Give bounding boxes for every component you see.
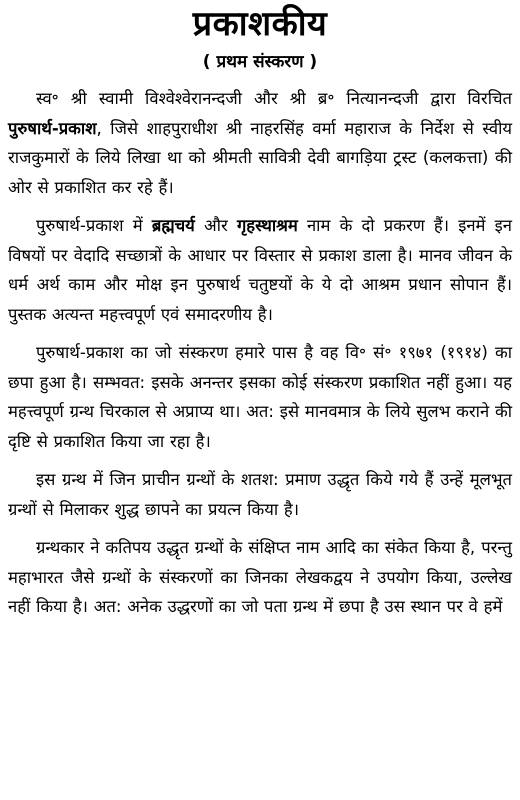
paragraph-2-text-and: और [194,216,237,235]
page-title: प्रकाशकीय [192,4,328,44]
paragraph-1 [8,84,512,202]
paragraph-4-text: इस ग्रन्थ में जिन प्राचीन ग्रन्थों के शतश: प्रमाण उद्धृत किये गये हैं उन्हें मूलभूत ग्रन्थों से मिलाकर शुद्ध छापने का प्रयत्न किया है। [8,470,512,519]
paragraph-1-text-cont: , जिसे शाहपुराधीश श्री नाहरसिंह वर्मा महाराज के निर्देश से स्वीय राजकुमारों के लिये लिखा था को श्रीमती सावित्री देवी बागड़िया ट्रस्ट (कलकत्ता) की ओर से प्रकाशित कर रहे हैं। [8,118,512,197]
paragraph-2-text: पुरुषार्थ-प्रकाश में [36,216,152,235]
paragraph-4 [8,465,512,524]
book-title-purusharth-prakash: पुरुषार्थ-प्रकाश [8,118,97,138]
paragraph-5 [8,533,512,622]
term-brahmacharya: ब्रह्मचर्य [151,216,195,235]
edition-subtitle: ( प्रथम संस्करण ) [202,52,318,72]
paragraph-2-text-cont: नाम के दो प्रकरण हैं। इनमें इन विषयों पर वेदादि सच्छात्रों के आधार पर विस्तार से प्रकाश डाला है। मानव जीवन के धर्म अर्थ काम और मोक्ष इन पुरुषार्थ चतुष्टयों के ये दो आश्रम प्रधान सोपान हैं। पुस्तक अत्यन्त महत्त्वपूर्ण एवं समादरणीय है। [8,216,513,324]
paragraph-1-text: स्व॰ श्री स्वामी विश्वेश्वेरानन्दजी और श्री ब्र॰ नित्यानन्दजी द्वारा विरचित [36,89,512,108]
paragraph-3-text: पुरुषार्थ-प्रकाश का जो संस्करण हमारे पास है वह वि॰ सं॰ १९७१ (१९१४) का छपा हुआ है। सम्भवत: इसके अनन्तर इसका कोई संस्करण प्रकाशित नहीं हुआ। यह महत्त्वपूर्ण ग्रन्थ चिरकाल से अप्राप्य था। अत: इसे मानवमात्र के लिये सुलभ कराने की दृष्टि से प्रकाशित किया जा रहा है। [8,343,512,451]
paragraph-2 [8,211,512,329]
paragraph-3 [8,338,512,456]
paragraph-5-text: ग्रन्थकार ने कतिपय उद्धृत ग्रन्थों के संक्षिप्त नाम आदि का संकेत किया है, परन्तु महाभारत जैसे ग्रन्थों के संस्करणों का जिनका लेखकद्वय ने उपयोग किया, उल्लेख नहीं किया है। अत: अनेक उद्धरणों का जो पता ग्रन्थ में छपा है उस स्थान पर वे हमें [8,538,512,616]
term-grihasthashram: गृहस्थाश्रम [236,216,298,235]
